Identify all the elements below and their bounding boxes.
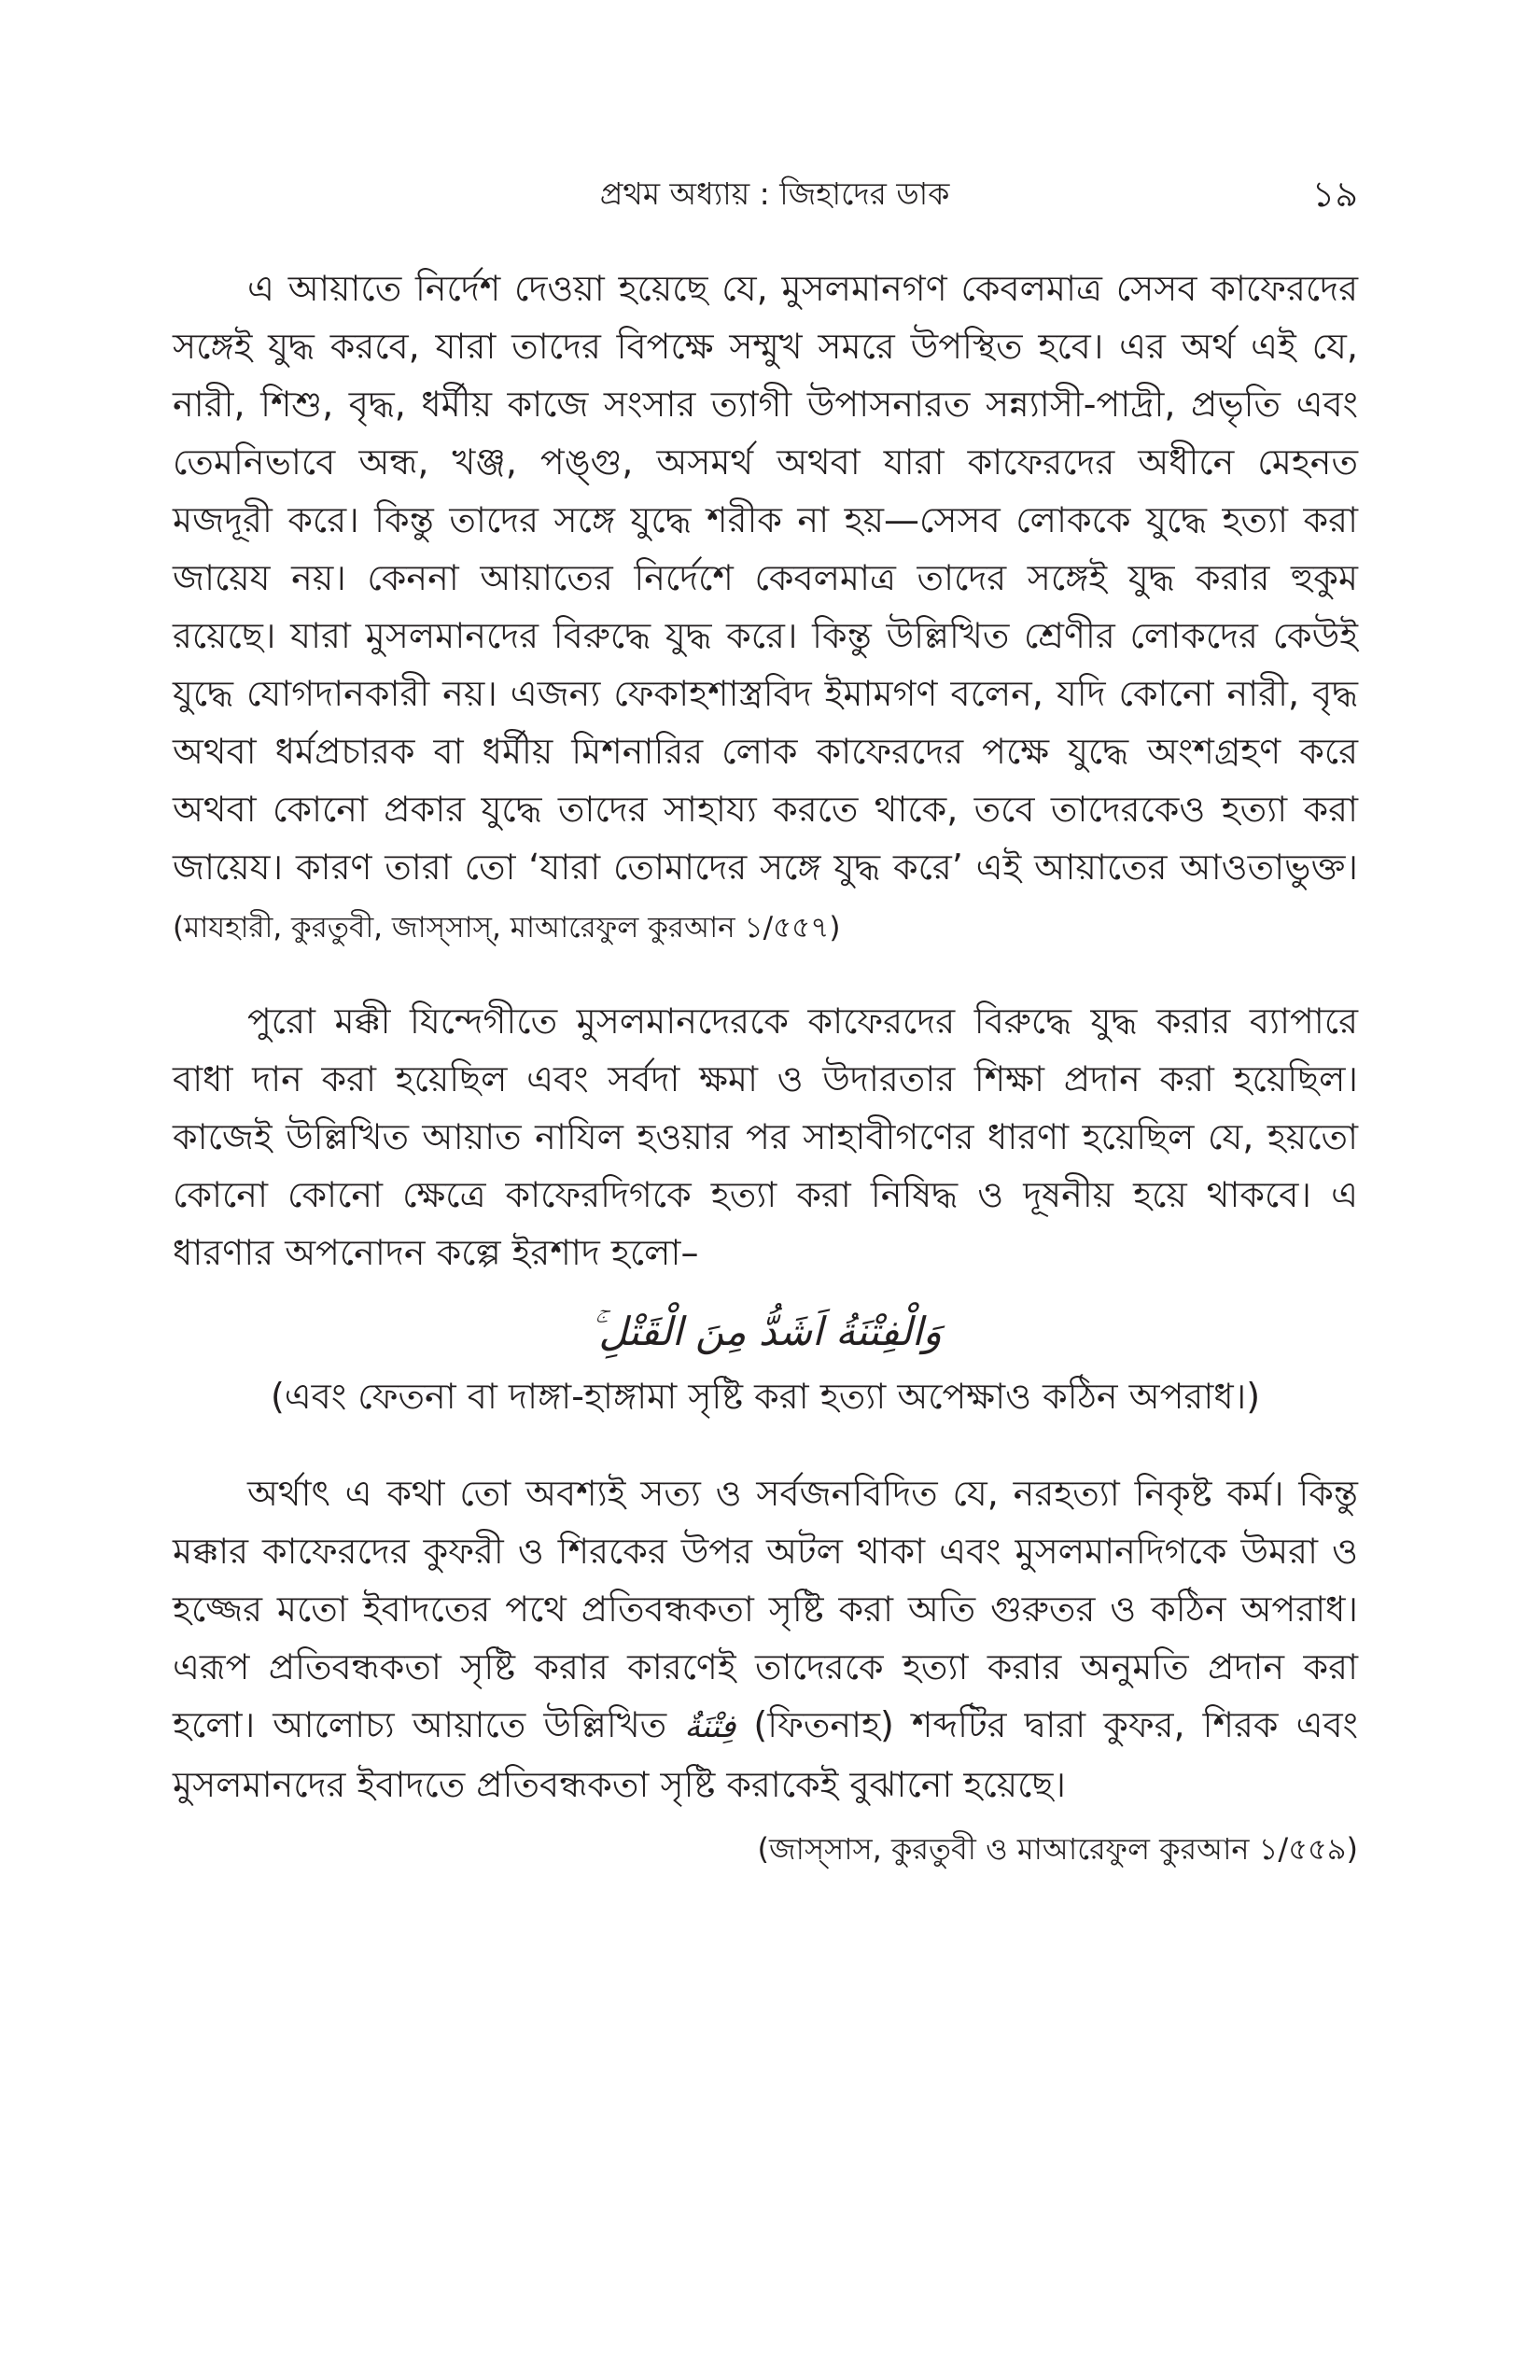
running-header	[173, 166, 1377, 222]
paragraph-3-text-start: অর্থাৎ এ কথা তো অবশ্যই সত্য ও সর্বজনবিদিত যে, নরহত্যা নিকৃষ্ট কর্ম। কিন্তু মক্কার কাফেরদের কুফরী ও শিরকের উপর অটল থাকা এবং মুসলমানদিগকে উমরা ও হজ্জের মতো ইবাদতের পথে প্রতিবন্ধকতা সৃষ্টি করা অতি গুরুতর ও কঠিন অপরাধ। এরূপ প্রতিবন্ধকতা সৃষ্টি করার কারণেই তাদেরকে হত্যা করার অনুমতি প্রদান করা হলো। আলোচ্য আয়াতে উল্লিখিত	[173, 1473, 1358, 1745]
paragraph-1	[173, 259, 1358, 957]
arabic-verse: وَالْفِتْنَةُ اَشَدُّ مِنَ الْقَتْلِ ۚ	[589, 1309, 942, 1354]
paragraph-1-text: এ আয়াতে নির্দেশ দেওয়া হয়েছে যে, মুসলমানগণ কেবলমাত্র সেসব কাফেরদের সঙ্গেই যুদ্ধ করবে, যারা তাদের বিপক্ষে সম্মুখ সমরে উপস্থিত হবে। এর অর্থ এই যে, নারী, শিশু, বৃদ্ধ, ধর্মীয় কাজে সংসার ত্যাগী উপাসনারত সন্ন্যাসী-পাদ্রী, প্রভৃতি এবং তেমনিভাবে অন্ধ, খঞ্জ, পঙ্গু, অসমর্থ অথবা যারা কাফেরদের অধীনে মেহনত মজদূরী করে। কিন্তু তাদের সঙ্গে যুদ্ধে শরীক না হয়—সেসব লোককে যুদ্ধে হত্যা করা জায়েয নয়। কেননা আয়াতের নির্দেশে কেবলমাত্র তাদের সঙ্গেই যুদ্ধ করার হুকুম রয়েছে। যারা মুসলমানদের বিরুদ্ধে যুদ্ধ করে। কিন্তু উল্লিখিত শ্রেণীর লোকদের কেউই যুদ্ধে যোগদানকারী নয়। এজন্য ফেকাহশাস্ত্রবিদ ইমামগণ বলেন, যদি কোনো নারী, বৃদ্ধ অথবা ধর্মপ্রচারক বা ধর্মীয় মিশনারির লোক কাফেরদের পক্ষে যুদ্ধে অংশগ্রহণ করে অথবা কোনো প্রকার যুদ্ধে তাদের সাহায্য করতে থাকে, তবে তাদেরকেও হত্যা করা জায়েয। কারণ তারা তো ‘যারা তোমাদের সঙ্গে যুদ্ধ করে’ এই আয়াতের আওতাভুক্ত।	[173, 268, 1358, 888]
paragraph-3	[173, 1464, 1358, 1813]
paragraph-1-citation: (মাযহারী, কুরতুবী, জাস্‌সাস্‌, মাআরেফুল কুরআন ১/৫৫৭)	[173, 911, 841, 945]
verse-translation: (এবং ফেতনা বা দাঙ্গা-হাঙ্গামা সৃষ্টি করা হত্যা অপেক্ষাও কঠিন অপরাধ।)	[270, 1376, 1261, 1417]
arabic-word-fitnah: فِتْنَةٌ	[684, 1708, 736, 1745]
paragraph-2	[173, 992, 1358, 1281]
paragraph-2-text: পুরো মক্কী যিন্দেগীতে মুসলমানদেরকে কাফেরদের বিরুদ্ধে যুদ্ধ করার ব্যাপারে বাধা দান করা হয়েছিল এবং সর্বদা ক্ষমা ও উদারতার শিক্ষা প্রদান করা হয়েছিল। কাজেই উল্লিখিত আয়াত নাযিল হওয়ার পর সাহাবীগণের ধারণা হয়েছিল যে, হয়তো কোনো কোনো ক্ষেত্রে কাফেরদিগকে হত্যা করা নিষিদ্ধ ও দূষনীয় হয়ে থাকবে। এ ধারণার অপনোদন কল্পে ইরশাদ হলো–	[173, 1001, 1358, 1273]
body-text	[173, 259, 1358, 1875]
paragraph-3-citation: (জাস্‌সাস, কুরতুবী ও মাআরেফুল কুরআন ১/৫৫৯)	[757, 1831, 1358, 1867]
page-number: ১৯	[1311, 174, 1358, 215]
chapter-title: প্রথম অধ্যায় : জিহাদের ডাক	[599, 175, 950, 212]
paragraph-3-text-end: (ফিতনাহ) শব্দটির দ্বারা কুফর, শিরক এবং মুসলমানদের ইবাদতে প্রতিবন্ধকতা সৃষ্টি করাকেই বুঝানো হয়েছে।	[173, 1704, 1358, 1805]
